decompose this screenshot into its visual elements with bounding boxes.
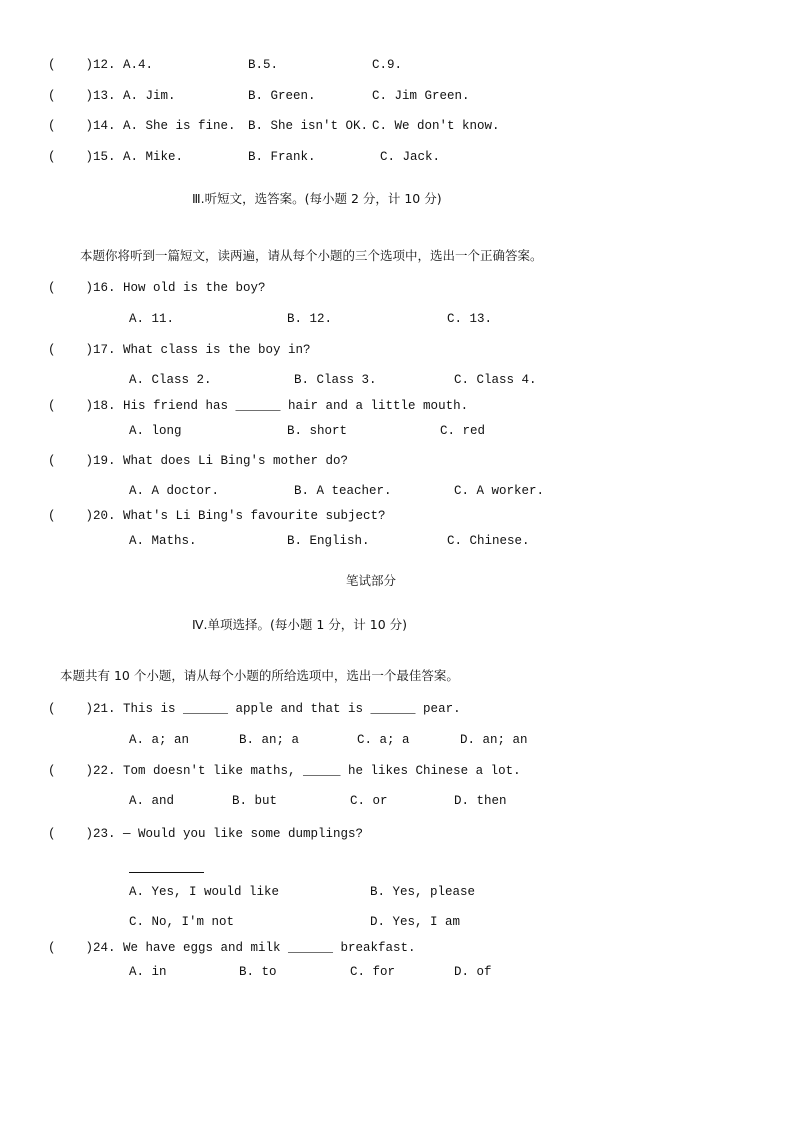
q22-option-d: D. then [454, 794, 507, 808]
section-3-instructions: 本题你将听到一篇短文，读两遍，请从每个小题的三个选项中，选出一个正确答案。 [80, 248, 543, 263]
q23-option-c: C. No, I'm not [129, 915, 235, 929]
q18-stem: ( )18. His friend has ______ hair and a little mouth. [48, 399, 469, 413]
q21-option-d: D. an; an [460, 733, 528, 747]
q20-option-b: B. English. [287, 534, 370, 548]
q21-option-a: A. a; an [129, 733, 190, 747]
q24-stem: ( )24. We have eggs and milk ______ breakfast. [48, 941, 416, 955]
q16-option-c: C. 13. [447, 312, 493, 326]
q24-option-b: B. to [239, 965, 277, 979]
q13-option-b: B. Green. [248, 89, 316, 103]
q22-stem: ( )22. Tom doesn't like maths, _____ he likes Chinese a lot. [48, 764, 521, 778]
q22-option-c: C. or [350, 794, 388, 808]
q19-option-a: A. A doctor. [129, 484, 220, 498]
q15-option-b: B. Frank. [248, 150, 316, 164]
q18-option-c: C. red [440, 424, 486, 438]
q13-option-c: C. Jim Green. [372, 89, 470, 103]
q13-stem: ( )13. A. Jim. [48, 89, 176, 103]
q24-option-a: A. in [129, 965, 167, 979]
q23-option-a: A. Yes, I would like [129, 885, 280, 899]
q17-stem: ( )17. What class is the boy in? [48, 343, 311, 357]
q12-option-b: B.5. [248, 58, 279, 72]
q22-option-a: A. and [129, 794, 175, 808]
q15-option-c: C. Jack. [380, 150, 441, 164]
q18-option-a: A. long [129, 424, 182, 438]
q17-option-c: C. Class 4. [454, 373, 537, 387]
q16-stem: ( )16. How old is the boy? [48, 281, 266, 295]
q19-option-c: C. A worker. [454, 484, 545, 498]
q23-stem: ( )23. — Would you like some dumplings? [48, 827, 364, 841]
q16-option-a: A. 11. [129, 312, 175, 326]
q19-stem: ( )19. What does Li Bing's mother do? [48, 454, 349, 468]
q20-option-a: A. Maths. [129, 534, 197, 548]
q18-option-b: B. short [287, 424, 348, 438]
q19-option-b: B. A teacher. [294, 484, 392, 498]
q14-option-c: C. We don't know. [372, 119, 500, 133]
q20-option-c: C. Chinese. [447, 534, 530, 548]
q12-option-c: C.9. [372, 58, 403, 72]
section-4-title: Ⅳ.单项选择。(每小题 1 分，计 10 分) [192, 617, 408, 632]
section-3-title: Ⅲ.听短文，选答案。(每小题 2 分，计 10 分) [192, 191, 442, 206]
q15-stem: ( )15. A. Mike. [48, 150, 184, 164]
q21-option-c: C. a; a [357, 733, 410, 747]
q21-option-b: B. an; a [239, 733, 300, 747]
q14-stem: ( )14. A. She is fine. [48, 119, 236, 133]
section-4-instructions: 本题共有 10 个小题，请从每个小题的所给选项中，选出一个最佳答案。 [60, 668, 459, 683]
q17-option-a: A. Class 2. [129, 373, 212, 387]
q24-option-d: D. of [454, 965, 492, 979]
q21-stem: ( )21. This is ______ apple and that is ______ pear. [48, 702, 461, 716]
written-part-title: 笔试部分 [346, 573, 397, 588]
q12-stem: ( )12. A.4. [48, 58, 154, 72]
q16-option-b: B. 12. [287, 312, 333, 326]
q17-option-b: B. Class 3. [294, 373, 377, 387]
q14-option-b: B. She isn't OK. [248, 119, 369, 133]
q22-option-b: B. but [232, 794, 278, 808]
q20-stem: ( )20. What's Li Bing's favourite subject? [48, 509, 386, 523]
q23-option-b: B. Yes, please [370, 885, 476, 899]
q23-option-d: D. Yes, I am [370, 915, 461, 929]
q24-option-c: C. for [350, 965, 396, 979]
q23-answer-blank [129, 872, 204, 873]
